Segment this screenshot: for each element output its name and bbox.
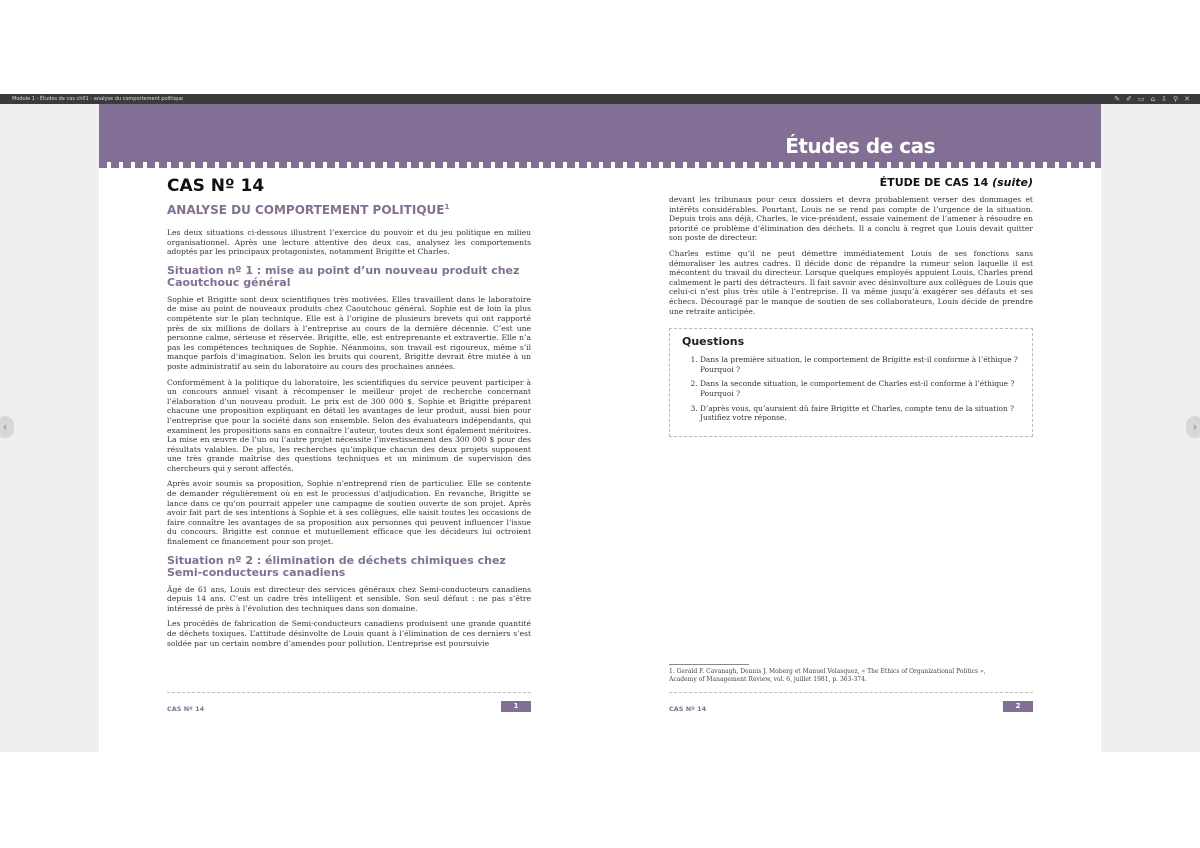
continued-paragraph: devant les tribunaux pour ceux dossiers et devra probablement verser des dommages et intérêts considérables. Pourtant, Louis ne se rend pas compte de l’urgence de la situation. Depuis trois ans déjà, Charles, le vice-président, essaie vainement de l’amener à résoudre en priorité ce problème d’élimination des déchets. Il a conclu à regret que Louis devait quitter son poste de directeur.	[669, 195, 1033, 243]
close-icon[interactable]: ✕	[1184, 95, 1190, 103]
annotate-icon[interactable]: ✎	[1114, 95, 1121, 103]
questions-title: Questions	[682, 335, 745, 349]
case-subtitle: ANALYSE DU COMPORTEMENT POLITIQUE$^1$	[167, 203, 450, 217]
intro-paragraph: Les deux situations ci-dessous illustrent l’exercice du pouvoir et du jeu politique en milieu organisationnel. Après une lecture attentive des deux cas, analysez les comportements adoptés par les principaux protagonistes, notamment Brigitte et Charles.	[167, 228, 531, 257]
banner-dashed-edge	[99, 162, 1101, 168]
situation-2-paragraph: Âgé de 61 ans, Louis est directeur des services généraux chez Semi-conducteurs canadiens depuis 14 ans. C’est un cadre très intelligent et sensible. Son seul défaut : ne pas s’être intéressé de près à l’évolution des techniques dans son domaine.	[167, 584, 531, 613]
search-icon[interactable]: ⚲	[1172, 95, 1179, 103]
home-icon[interactable]: ⌂	[1150, 95, 1156, 103]
footnote-ref: 1	[444, 203, 450, 211]
header-banner	[99, 104, 1101, 162]
question-item: 2. Dans la seconde situation, le comportement de Charles est-il conforme à l’éthique ? Pourquoi ?	[700, 379, 1022, 398]
question-item: 1. Dans la première situation, le comportement de Brigitte est-il conforme à l’éthique ? Pourquoi ?	[700, 355, 1022, 374]
footnote: 1. Gerald F. Cavanagh, Dennis J. Moberg et Manuel Velasquez, « The Ethics of Organizational Politics », Academy of Management Review, vol. 6, juillet 1981, p. 363-374.	[669, 668, 986, 683]
document-spread	[99, 104, 1101, 752]
previous-page-arrow[interactable]: ‹	[0, 416, 14, 438]
viewer-tools	[1114, 94, 1190, 104]
viewer-title: Module 1 - Études de cas ch01 - analyse du comportement politique	[12, 96, 184, 102]
situation-2-paragraph: Les procédés de fabrication de Semi-conducteurs canadiens produisent une grande quantité de déchets toxiques. L’attitude désinvolte de Louis quant à l’élimination de ces derniers s’est soldée par un certain nombre d’amendes pour pollution. L’entreprise est poursuivie	[167, 619, 531, 648]
next-page-arrow[interactable]: ›	[1186, 416, 1200, 438]
questions-box	[669, 328, 1033, 437]
download-icon[interactable]: ⇩	[1161, 95, 1167, 103]
question-item: 3. D’après vous, qu’auraient dû faire Brigitte et Charles, compte tenu de la situation ? Justifiez votre réponse.	[700, 404, 1022, 423]
footnote-rule	[669, 664, 749, 665]
situation-1-paragraph: Sophie et Brigitte sont deux scientifiques très motivées. Elles travaillent dans le laboratoire de mise au point de nouveaux produits chez Caoutchouc général. Sophie est de loin la plus compétente sur le plan technique. Elle est à l’origine de plusieurs brevets qui ont rapporté près de six millions de dollars à l’entreprise au cours de la dernière décennie. C’est une personne calme, sérieuse et réservée. Brigitte, elle, est entreprenante et extravertie. Elle n’a pas les compétences techniques de Sophie. Néanmoins, son travail est rigoureux, même s’il manque parfois d’imagination. Selon les bruits qui courent, Brigitte devrait être mutée à un poste administratif au sein du laboratoire au cours des prochaines années.	[167, 294, 531, 371]
suite-title: ÉTUDE DE CAS 14 (suite)	[879, 176, 1033, 189]
situation-1-paragraph: Conformément à la politique du laboratoire, les scientifiques du service peuvent participer à un concours annuel visant à récompenser le meilleur projet de recherche concernant l’élaboration d’un nouveau produit. Le prix est de 300 000 $. Sophie et Brigitte préparent chacune une proposition expliquant en détail les avantages de leur produit, aussi bien pour l’entreprise que pour la société dans son ensemble. Selon des évaluateurs indépendants, qui examinent les propositions sans en connaître l’auteur, toutes deux sont également méritoires. La mise en œuvre de l’un ou l’autre projet nécessite l’investissement des 300 000 $ pour des résultats valables. De plus, les recherches qu’implique chacun des deux projets supposent une très grande maîtrise des questions techniques et un minimum de supervision des chercheurs qui y seront affectés.	[167, 377, 531, 473]
fit-page-icon[interactable]: ▭	[1138, 95, 1145, 103]
footer-rule-page-1	[167, 692, 531, 693]
footer-label-page-2: CAS Nº 14	[669, 705, 707, 713]
continued-paragraph: Charles estime qu’il ne peut démettre immédiatement Louis de ses fonctions sans démoraliser les autres cadres. Il décide donc de répandre la rumeur selon laquelle il est mécontent du travail du directeur. Lorsque quelques employés appuient Louis, Charles prend calmement le parti des détracteurs. Il fait savoir avec désinvolture aux collègues de Louis que celui-ci n’est plus très utile à l’entreprise. Il va même jusqu’à exagérer ses défauts et ses échecs. Découragé par le manque de soutien de ses collaborateurs, Louis décide de prendre une retraite anticipée.	[669, 248, 1033, 316]
page-number-1: 1	[501, 701, 531, 712]
page-1	[167, 176, 531, 654]
page-2	[669, 176, 1033, 437]
situation-1-title: Situation nº 1 : mise au point d’un nouveau produit chez Caoutchouc général	[167, 263, 520, 289]
banner-title: Études de cas	[785, 134, 935, 158]
questions-list	[682, 355, 1022, 423]
draw-icon[interactable]: ✐	[1126, 95, 1133, 103]
viewer-toolbar	[0, 94, 1200, 104]
situation-2-title: Situation nº 2 : élimination de déchets chimiques chez Semi-conducteurs canadiens	[167, 553, 506, 579]
footer-label-page-1: CAS Nº 14	[167, 705, 205, 713]
case-title: CAS Nº 14	[167, 176, 265, 196]
situation-1-paragraph: Après avoir soumis sa proposition, Sophie n’entreprend rien de particulier. Elle se contente de demander régulièrement où en est le processus d’adjudication. En revanche, Brigitte se lance dans ce qu’on pourrait appeler une campagne de soutien ouverte de son projet. Après avoir fait part de ses intentions à Sophie et à ses collègues, elle saisit toutes les occasions de faire connaître les avantages de sa proposition aux personnes qui peuvent influencer l’issue du concours. Brigitte est connue et mutuellement efficace que les décideurs lui octroient finalement ce financement pour son projet.	[167, 479, 531, 547]
left-gutter	[0, 104, 99, 752]
page-number-2: 2	[1003, 701, 1033, 712]
footer-rule-page-2	[669, 692, 1033, 693]
